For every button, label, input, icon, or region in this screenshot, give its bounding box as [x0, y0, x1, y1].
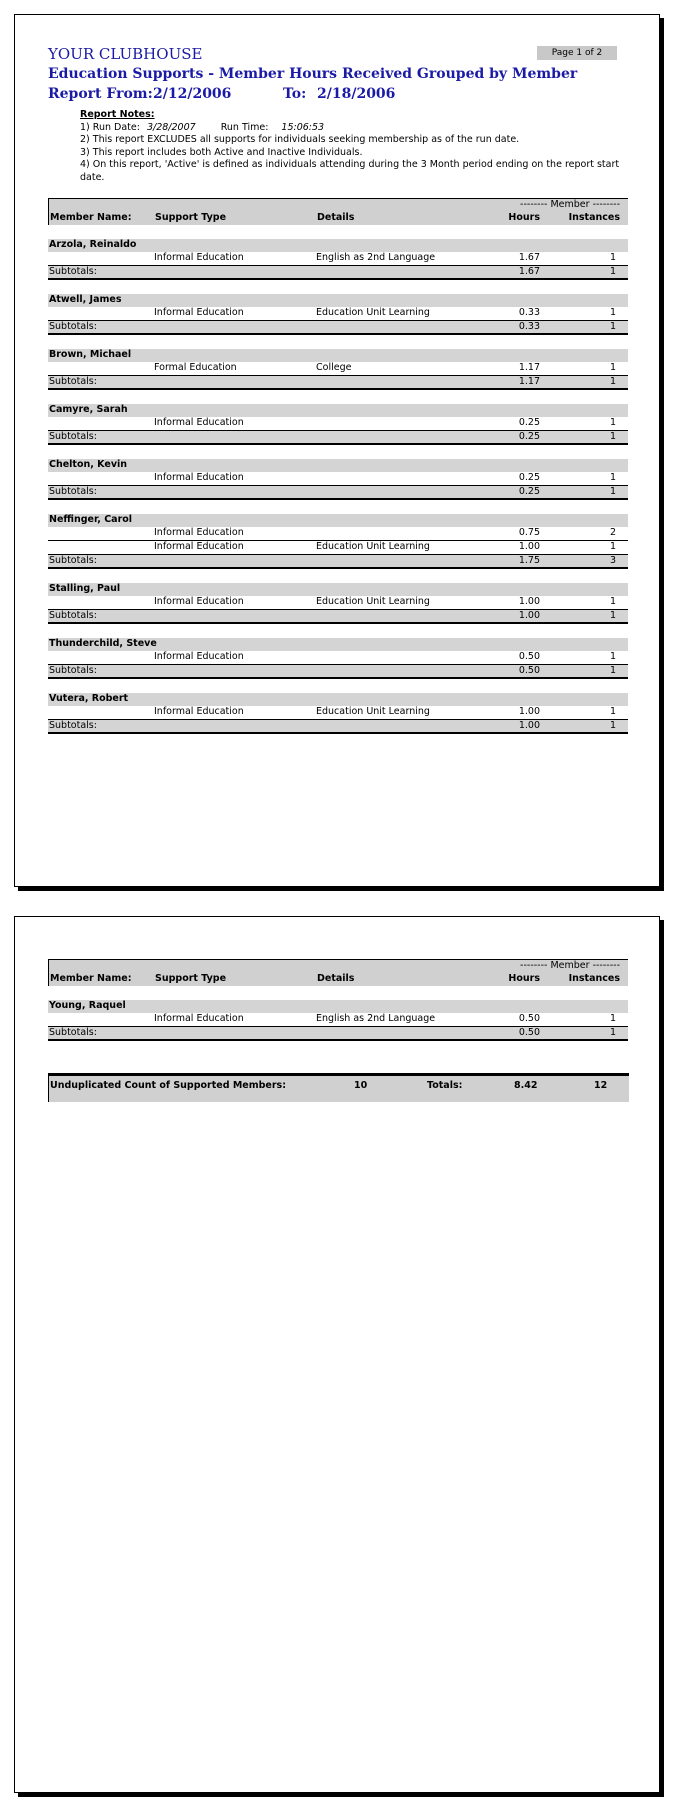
member-name: Neffinger, Carol: [49, 514, 133, 525]
subtotal-instances: 1: [609, 1027, 616, 1038]
member-name: Stalling, Paul: [49, 583, 121, 594]
subtotal-instances: 1: [609, 486, 616, 497]
report-notes: [80, 109, 625, 184]
member-group-header: [48, 349, 628, 362]
run-date: 3/28/2007: [146, 121, 196, 133]
member-name: Arzola, Reinaldo: [49, 239, 137, 250]
member-group-header: [48, 1000, 628, 1013]
run-time: 15:06:53: [281, 121, 325, 133]
subtotal-row: [48, 1027, 628, 1041]
table-row: [48, 541, 628, 555]
support-type-cell: Informal Education: [154, 252, 244, 263]
member-name: Young, Raquel: [49, 1000, 126, 1011]
member-name: Thunderchild, Steve: [49, 638, 157, 649]
instances-cell: 1: [609, 541, 616, 552]
member-group-header: [48, 294, 628, 307]
table-row: [48, 527, 628, 541]
details-cell: Education Unit Learning: [316, 596, 430, 607]
table-row: [48, 472, 628, 486]
member-name: Vutera, Robert: [49, 693, 129, 704]
instances-cell: 1: [609, 651, 616, 662]
subtotal-label: Subtotals:: [49, 486, 97, 497]
support-type-cell: Informal Education: [154, 541, 244, 552]
totals-label: Totals:: [427, 1080, 463, 1091]
subtotal-label: Subtotals:: [49, 376, 97, 387]
hours-cell: 0.25: [518, 417, 540, 428]
table-row: [48, 596, 628, 610]
member-name: Chelton, Kevin: [49, 459, 128, 470]
hours-cell: 0.75: [518, 527, 540, 538]
instances-cell: 1: [609, 417, 616, 428]
subtotal-label: Subtotals:: [49, 266, 97, 277]
instances-cell: 1: [609, 1013, 616, 1024]
subtotal-instances: 1: [609, 431, 616, 442]
subtotal-hours: 1.75: [518, 555, 540, 566]
report-from-label: Report From:: [48, 86, 153, 102]
instances-cell: 2: [609, 527, 616, 538]
hours-cell: 0.50: [518, 1013, 540, 1024]
table-row: [48, 362, 628, 376]
subtotal-instances: 1: [609, 610, 616, 621]
details-cell: Education Unit Learning: [316, 307, 430, 318]
subtotal-row: [48, 555, 628, 569]
subtotal-hours: 1.67: [518, 266, 540, 277]
details-cell: College: [316, 362, 352, 373]
hours-cell: 1.17: [518, 362, 540, 373]
hours-cell: 1.00: [518, 706, 540, 717]
instances-cell: 1: [609, 252, 616, 263]
grand-totals-row: [48, 1073, 629, 1102]
support-type-cell: Informal Education: [154, 1013, 244, 1024]
subtotal-hours: 0.50: [518, 665, 540, 676]
hours-cell: 1.00: [518, 596, 540, 607]
member-name: Atwell, James: [49, 294, 122, 305]
subtotal-label: Subtotals:: [49, 610, 97, 621]
page-number-badge: Page 1 of 2: [537, 46, 617, 60]
subtotal-label: Subtotals:: [49, 1027, 97, 1038]
hours-cell: 0.25: [518, 472, 540, 483]
member-group-header: [48, 239, 628, 252]
total-instances: 12: [594, 1080, 608, 1091]
note-3: 3) This report includes both Active and Inactive Individuals.: [80, 146, 363, 158]
support-type-cell: Informal Education: [154, 472, 244, 483]
note-run-info: 1) Run Date: 3/28/2007 Run Time: 15:06:53: [80, 121, 325, 133]
report-page-2: [14, 916, 660, 1793]
support-type-cell: Informal Education: [154, 417, 244, 428]
note-4: 4) On this report, 'Active' is defined as individuals attending during the 3 Month period ending on the report start date.: [80, 159, 620, 183]
subtotal-hours: 0.25: [518, 486, 540, 497]
subtotal-label: Subtotals:: [49, 431, 97, 442]
subtotal-row: [48, 266, 628, 280]
member-group-header: [48, 514, 628, 527]
support-type-cell: Informal Education: [154, 596, 244, 607]
subtotal-row: [48, 610, 628, 624]
support-type-cell: Informal Education: [154, 527, 244, 538]
subtotal-hours: 1.17: [518, 376, 540, 387]
report-from-date: 2/12/2006: [153, 86, 232, 102]
subtotal-label: Subtotals:: [49, 665, 97, 676]
member-name: Brown, Michael: [49, 349, 132, 360]
subtotal-hours: 0.25: [518, 431, 540, 442]
subtotal-instances: 1: [609, 321, 616, 332]
subtotal-label: Subtotals:: [49, 720, 97, 731]
subtotal-instances: 1: [609, 266, 616, 277]
report-table-page-2: [48, 959, 628, 1041]
subtotal-row: [48, 665, 628, 679]
subtotal-row: [48, 321, 628, 335]
table-row: [48, 706, 628, 720]
report-notes-title: Report Notes:: [80, 109, 155, 120]
unduplicated-count: 10: [354, 1080, 368, 1091]
table-header: -------- Member -------- Member Name: Support Type Details Hours Instances: [48, 959, 628, 986]
org-name: YOUR CLUBHOUSE: [48, 45, 203, 63]
report-to-date: 2/18/2006: [317, 86, 396, 102]
subtotal-instances: 1: [609, 720, 616, 731]
unduplicated-count-label: Unduplicated Count of Supported Members:: [50, 1080, 287, 1091]
hours-cell: 1.00: [518, 541, 540, 552]
member-group-header: [48, 459, 628, 472]
report-title: Education Supports - Member Hours Received Grouped by Member: [48, 66, 578, 82]
note-2: 2) This report EXCLUDES all supports for individuals seeking membership as of the run date.: [80, 134, 520, 145]
subtotal-hours: 0.33: [518, 321, 540, 332]
table-row: [48, 252, 628, 266]
subtotal-row: [48, 486, 628, 500]
details-cell: Education Unit Learning: [316, 541, 430, 552]
support-type-cell: Informal Education: [154, 307, 244, 318]
subtotal-hours: 0.50: [518, 1027, 540, 1038]
hours-cell: 0.33: [518, 307, 540, 318]
subtotal-row: [48, 720, 628, 734]
table-row: [48, 307, 628, 321]
hours-cell: 1.67: [518, 252, 540, 263]
subtotal-instances: 1: [609, 376, 616, 387]
hours-cell: 0.50: [518, 651, 540, 662]
table-row: [48, 1013, 628, 1027]
support-type-cell: Informal Education: [154, 706, 244, 717]
support-type-cell: Informal Education: [154, 651, 244, 662]
table-row: [48, 651, 628, 665]
member-group-header: [48, 638, 628, 651]
subtotal-label: Subtotals:: [49, 321, 97, 332]
report-table-page-1: [48, 198, 628, 734]
report-page-1: [14, 14, 660, 887]
subtotal-instances: 1: [609, 665, 616, 676]
details-cell: Education Unit Learning: [316, 706, 430, 717]
instances-cell: 1: [609, 362, 616, 373]
subtotal-label: Subtotals:: [49, 555, 97, 566]
subtotal-hours: 1.00: [518, 720, 540, 731]
table-header: -------- Member -------- Member Name: Support Type Details Hours Instances: [48, 198, 628, 225]
instances-cell: 1: [609, 307, 616, 318]
details-cell: English as 2nd Language: [316, 252, 436, 263]
instances-cell: 1: [609, 596, 616, 607]
support-type-cell: Formal Education: [154, 362, 237, 373]
total-hours: 8.42: [514, 1080, 538, 1091]
member-name: Camyre, Sarah: [49, 404, 128, 415]
report-to-label: To:: [283, 86, 307, 102]
member-group-header: [48, 583, 628, 596]
details-cell: English as 2nd Language: [316, 1013, 436, 1024]
subtotal-hours: 1.00: [518, 610, 540, 621]
member-group-header: [48, 404, 628, 417]
subtotal-row: [48, 431, 628, 445]
subtotal-instances: 3: [609, 555, 616, 566]
instances-cell: 1: [609, 706, 616, 717]
table-row: [48, 417, 628, 431]
instances-cell: 1: [609, 472, 616, 483]
member-group-header: [48, 693, 628, 706]
subtotal-row: [48, 376, 628, 390]
